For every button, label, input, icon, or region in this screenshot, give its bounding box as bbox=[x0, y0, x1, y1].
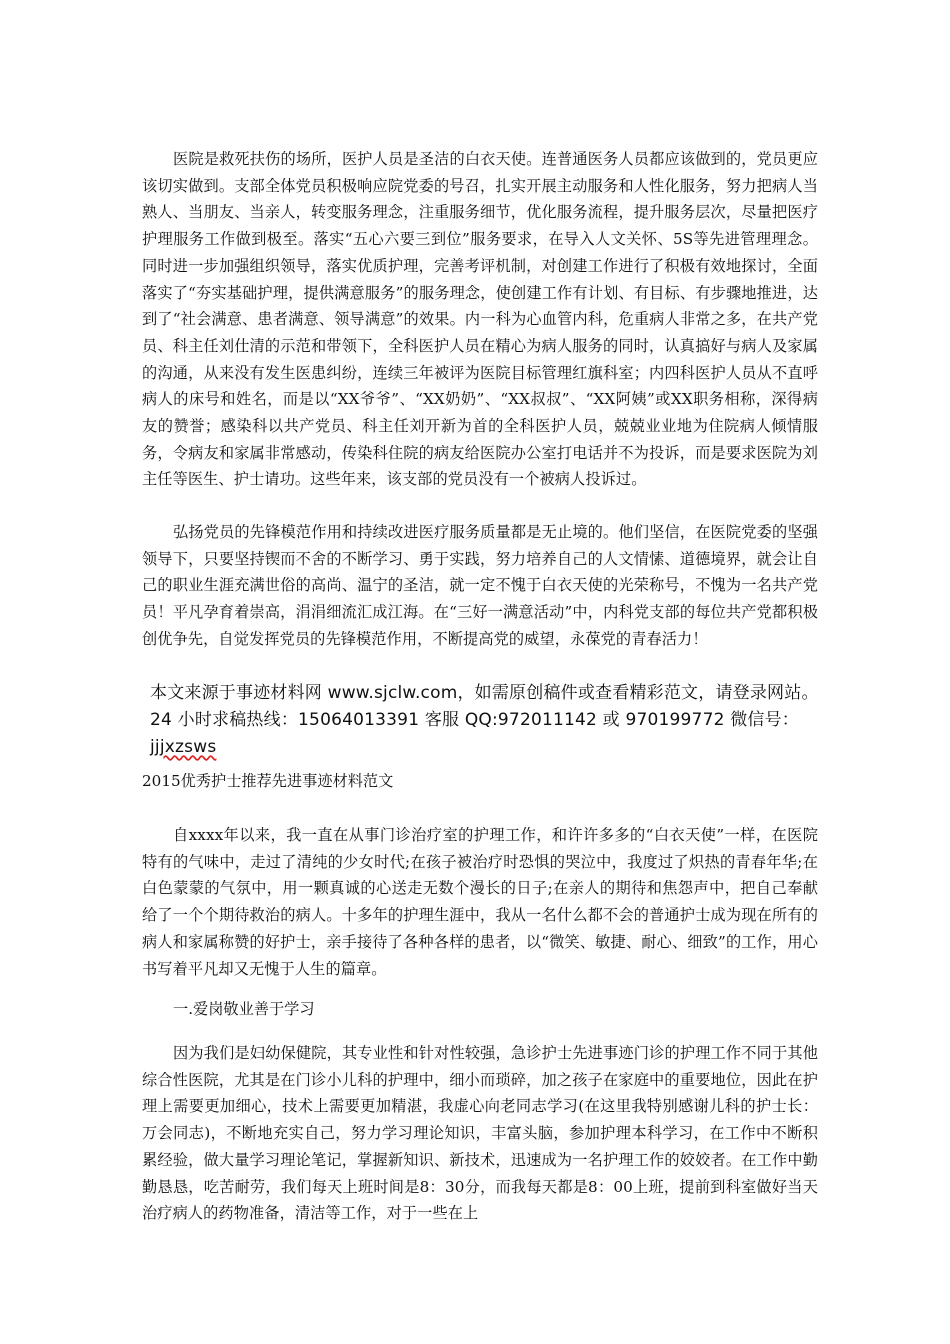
source-notice bbox=[150, 680, 830, 761]
paragraph-1: 医院是救死扶伤的场所，医护人员是圣洁的白衣天使。连普通医务人员都应该做到的，党员更应该切实做到。支部全体党员积极响应院党委的号召，扎实开展主动服务和人性化服务，努力把病人当熟人、当朋友、当亲人，转变服务理念，注重服务细节，优化服务流程，提升服务层次，尽量把医疗护理服务工作做到极至。落实“五心六要三到位”服务要求，在导入人文关怀、5S等先进管理理念。同时进一步加强组织领导，落实优质护理，完善考评机制，对创建工作进行了积极有效地探讨，全面落实了“夯实基础护理，提供满意服务”的服务理念，使创建工作有计划、有目标、有步骤地推进，达到了“社会满意、患者满意、领导满意”的效果。内一科为心血管内科，危重病人非常之多，在共产党员、科主任刘仕清的示范和带领下，全科医护人员在精心为病人服务的同时，认真搞好与病人及家属的沟通，从来没有发生医患纠纷，连续三年被评为医院目标管理红旗科室；内四科医护人员从不直呼病人的床号和姓名，而是以“XX爷爷”、“XX奶奶”、“XX叔叔”、“XX阿姨”或XX职务相称，深得病友的赞誉；感染科以共产党员、科主任刘开新为首的全科医护人员，兢兢业业地为住院病人倾情服务，令病友和家属非常感动，传染科住院的病友给医院办公室打电话并不为投诉，而是要求医院为刘主任等医生、护士请功。这些年来，该支部的党员没有一个被病人投诉过。 bbox=[142, 150, 818, 489]
wechat-id: jjjxzsws bbox=[150, 737, 217, 757]
section-heading: 一.爱岗敬业善于学习 bbox=[173, 1000, 315, 1018]
paragraph-3: 自xxxx年以来，我一直在从事门诊治疗室的护理工作，和许许多多的“白衣天使”一样，在医院特有的气味中，走过了清纯的少女时代;在孩子被治疗时恐惧的哭泣中，我度过了炽热的青春年华;在白色蒙蒙的气氛中，用一颗真诚的心送走无数个漫长的日子;在亲人的期待和焦怨声中，把自己奉献给了一个个期待救治的病人。十多年的护理生涯中，我从一名什么都不会的普通护士成为现在所有的病人和家属称赞的好护士，亲手接待了各种各样的患者，以“微笑、敏捷、耐心、细致”的工作，用心书写着平凡却又无愧于人生的篇章。 bbox=[142, 826, 818, 978]
paragraph-4: 因为我们是妇幼保健院，其专业性和针对性较强，急诊护士先进事迹门诊的护理工作不同于其他综合性医院，尤其是在门诊小儿科的护理中，细小而琐碎，加之孩子在家庭中的重要地位，因此在护理上需要更加细心，技术上需要更加精湛，我虚心向老同志学习(在这里我特别感谢儿科的护士长：万会同志)，不断地充实自己，努力学习理论知识，丰富头脑，参加护理本科学习，在工作中不断积累经验，做大量学习理论笔记，掌握新知识、新技术，迅速成为一名护理工作的姣姣者。在工作中勤勤恳恳，吃苦耐劳，我们每天上班时间是8：30分，而我每天都是8：00上班，提前到科室做好当天治疗病人的药物准备，清洁等工作，对于一些在上 bbox=[142, 1044, 818, 1223]
article-title: 2015优秀护士推荐先进事迹材料范文 bbox=[142, 772, 394, 790]
source-notice-text: 本文来源于事迹材料网 www.sjclw.com，如需原创稿件或查看精彩范文，请登录网站。24 小时求稿热线：15064013391 客服 QQ:972011142 或 970199772 微信号： bbox=[150, 683, 819, 730]
paragraph-2: 弘扬党员的先锋模范作用和持续改进医疗服务质量都是无止境的。他们坚信，在医院党委的坚强领导下，只要坚持锲而不舍的不断学习、勇于实践，努力培养自己的人文情愫、道德境界，就会让自己的职业生涯充满世俗的高尚、温宁的圣洁，就一定不愧于白衣天使的光荣称号，不愧为一名共产党员！平凡孕育着崇高，涓涓细流汇成江海。在“三好一满意活动”中，内科党支部的每位共产党都积极创优争先，自觉发挥党员的先锋模范作用，不断提高党的威望，永葆党的青春活力！ bbox=[142, 523, 818, 648]
